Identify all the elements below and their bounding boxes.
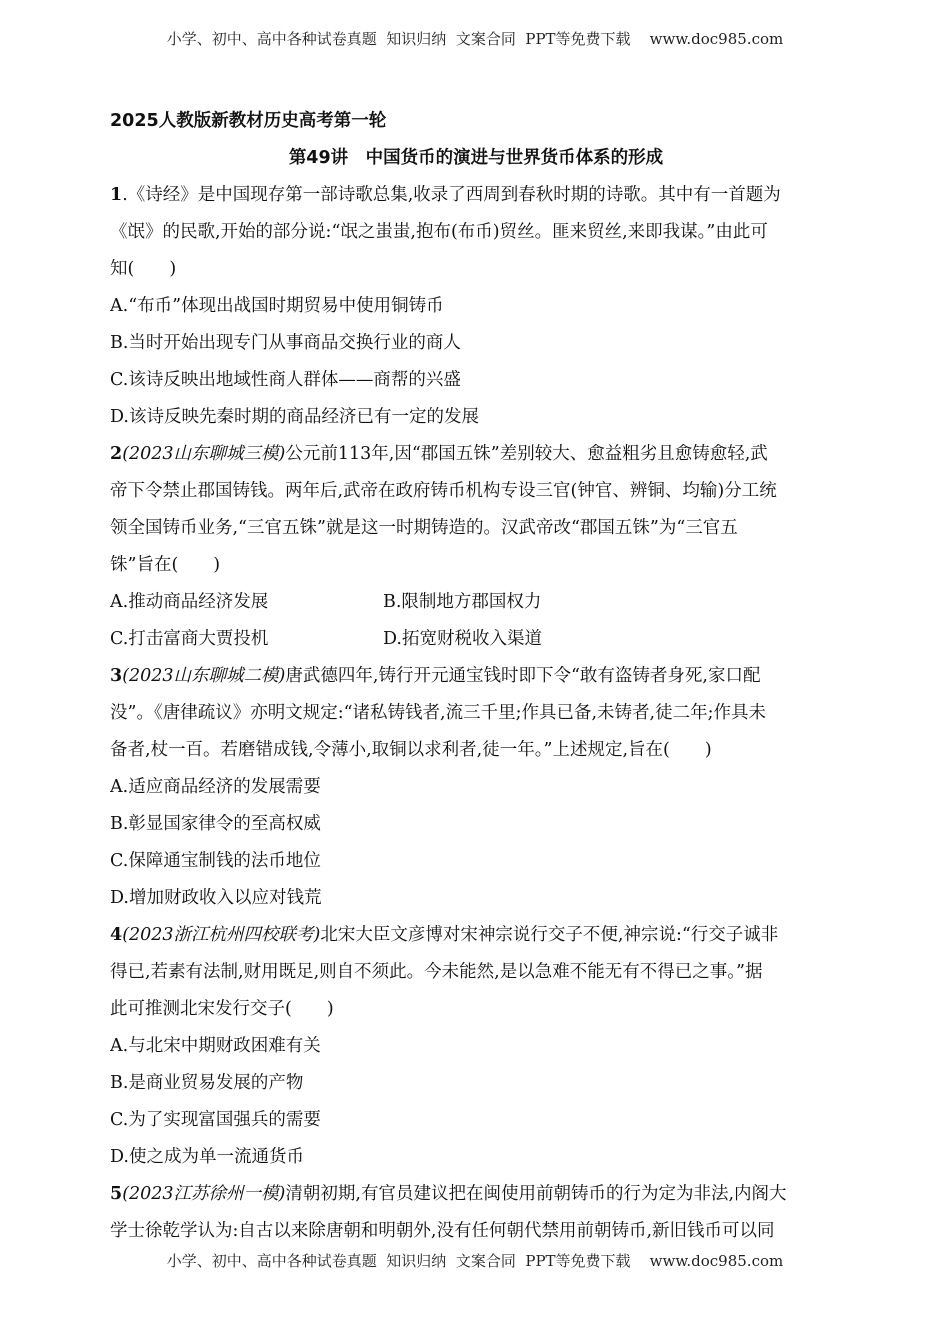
question-1-option-d: D.该诗反映先秦时期的商品经济已有一定的发展: [110, 407, 479, 427]
question-text: .《诗经》是中国现存第一部诗歌总集,收录了西周到春秋时期的诗歌。其中有一首题为: [122, 185, 781, 205]
document-title: 2025人教版新教材历史高考第一轮: [110, 111, 387, 131]
header-text: 小学、初中、高中各种试卷真题 知识归纳 文案合同 PPT等免费下载: [166, 30, 631, 48]
question-text: 公元前113年,因“郡国五铢”差别较大、愈益粗劣且愈铸愈轻,武: [285, 444, 768, 464]
header-site[interactable]: www.doc985.com: [649, 30, 784, 48]
question-text: 清朝初期,有官员建议把在闽使用前朝铸币的行为定为非法,内阁大: [285, 1184, 787, 1204]
question-2-option-d: D.拓宽财税收入渠道: [383, 629, 542, 649]
question-5-line-2: 学士徐乾学认为:自古以来除唐朝和明朝外,没有任何朝代禁用前朝铸币,新旧钱币可以同: [110, 1221, 775, 1241]
question-source: (2023江苏徐州一模): [122, 1184, 286, 1204]
document-body: [110, 103, 842, 1250]
question-3-line-1: [110, 658, 842, 695]
question-2-line-3: 领全国铸币业务,“三官五铢”就是这一时期铸造的。汉武帝改“郡国五铢”为“三官五: [110, 518, 738, 538]
question-5-line-1: [110, 1176, 842, 1213]
question-number: 1: [110, 185, 123, 205]
question-1-option-b: B.当时开始出现专门从事商品交换行业的商人: [110, 333, 461, 353]
question-3-option-a: A.适应商品经济的发展需要: [110, 777, 321, 797]
question-3-option-b: B.彰显国家律令的至高权威: [110, 814, 321, 834]
page-header: [0, 28, 950, 49]
question-number: 4: [110, 925, 123, 945]
question-2-line-1: [110, 436, 842, 473]
question-4-option-d: D.使之成为单一流通货币: [110, 1147, 304, 1167]
question-number: 3: [110, 666, 123, 686]
question-4-option-c: C.为了实现富国强兵的需要: [110, 1110, 321, 1130]
question-3-line-2: 没”。《唐律疏议》亦明文规定:“诸私铸钱者,流三千里;作具已备,未铸者,徒二年;作具未: [110, 703, 767, 723]
question-3-option-c: C.保障通宝制钱的法币地位: [110, 851, 321, 871]
question-4-line-2: 得已,若素有法制,财用既足,则自不须此。今未能然,是以急难不能无有不得已之事。”据: [110, 962, 763, 982]
page-footer: [0, 1250, 950, 1271]
question-4-line-3: 此可推测北宋发行交子( ): [110, 999, 334, 1019]
question-1-line-2: 《氓》的民歌,开始的部分说:“氓之蚩蚩,抱布(布币)贸丝。匪来贸丝,来即我谋。”由此可: [110, 222, 768, 242]
question-2-options-row-2: [110, 621, 842, 658]
question-2-option-a: A.推动商品经济发展: [110, 592, 269, 612]
question-4-option-a: A.与北宋中期财政困难有关: [110, 1036, 321, 1056]
footer-site[interactable]: www.doc985.com: [649, 1252, 784, 1270]
question-2-line-2: 帝下令禁止郡国铸钱。两年后,武帝在政府铸币机构专设三官(钟官、辨铜、均输)分工统: [110, 481, 777, 501]
question-number: 2: [110, 444, 123, 464]
question-1-line-3: 知( ): [110, 259, 177, 279]
question-2-options-row-1: [110, 584, 842, 621]
question-source: (2023山东聊城三模): [122, 444, 286, 464]
question-1-line-1: [110, 177, 842, 214]
question-4-line-1: [110, 917, 842, 954]
footer-text: 小学、初中、高中各种试卷真题 知识归纳 文案合同 PPT等免费下载: [166, 1252, 631, 1270]
question-2-option-c: C.打击富商大贾投机: [110, 629, 269, 649]
question-1-option-c: C.该诗反映出地域性商人群体——商帮的兴盛: [110, 370, 461, 390]
question-3-line-3: 备者,杖一百。若磨错成钱,令薄小,取铜以求利者,徒一年。”上述规定,旨在( ): [110, 740, 712, 760]
question-source: (2023山东聊城二模): [122, 666, 286, 686]
question-text: 北宋大臣文彦博对宋神宗说行交子不便,神宗说:“行交子诚非: [320, 925, 779, 945]
question-source: (2023浙江杭州四校联考): [122, 925, 321, 945]
question-4-option-b: B.是商业贸易发展的产物: [110, 1073, 304, 1093]
lesson-subtitle: 第49讲 中国货币的演进与世界货币体系的形成: [288, 148, 664, 168]
question-text: 唐武德四年,铸行开元通宝钱时即下令“敢有盗铸者身死,家口配: [285, 666, 761, 686]
question-3-option-d: D.增加财政收入以应对钱荒: [110, 888, 322, 908]
question-1-option-a: A.“布币”体现出战国时期贸易中使用铜铸币: [110, 296, 444, 316]
question-number: 5: [110, 1184, 123, 1204]
question-2-line-4: 铢”旨在( ): [110, 555, 221, 575]
question-2-option-b: B.限制地方郡国权力: [383, 592, 542, 612]
